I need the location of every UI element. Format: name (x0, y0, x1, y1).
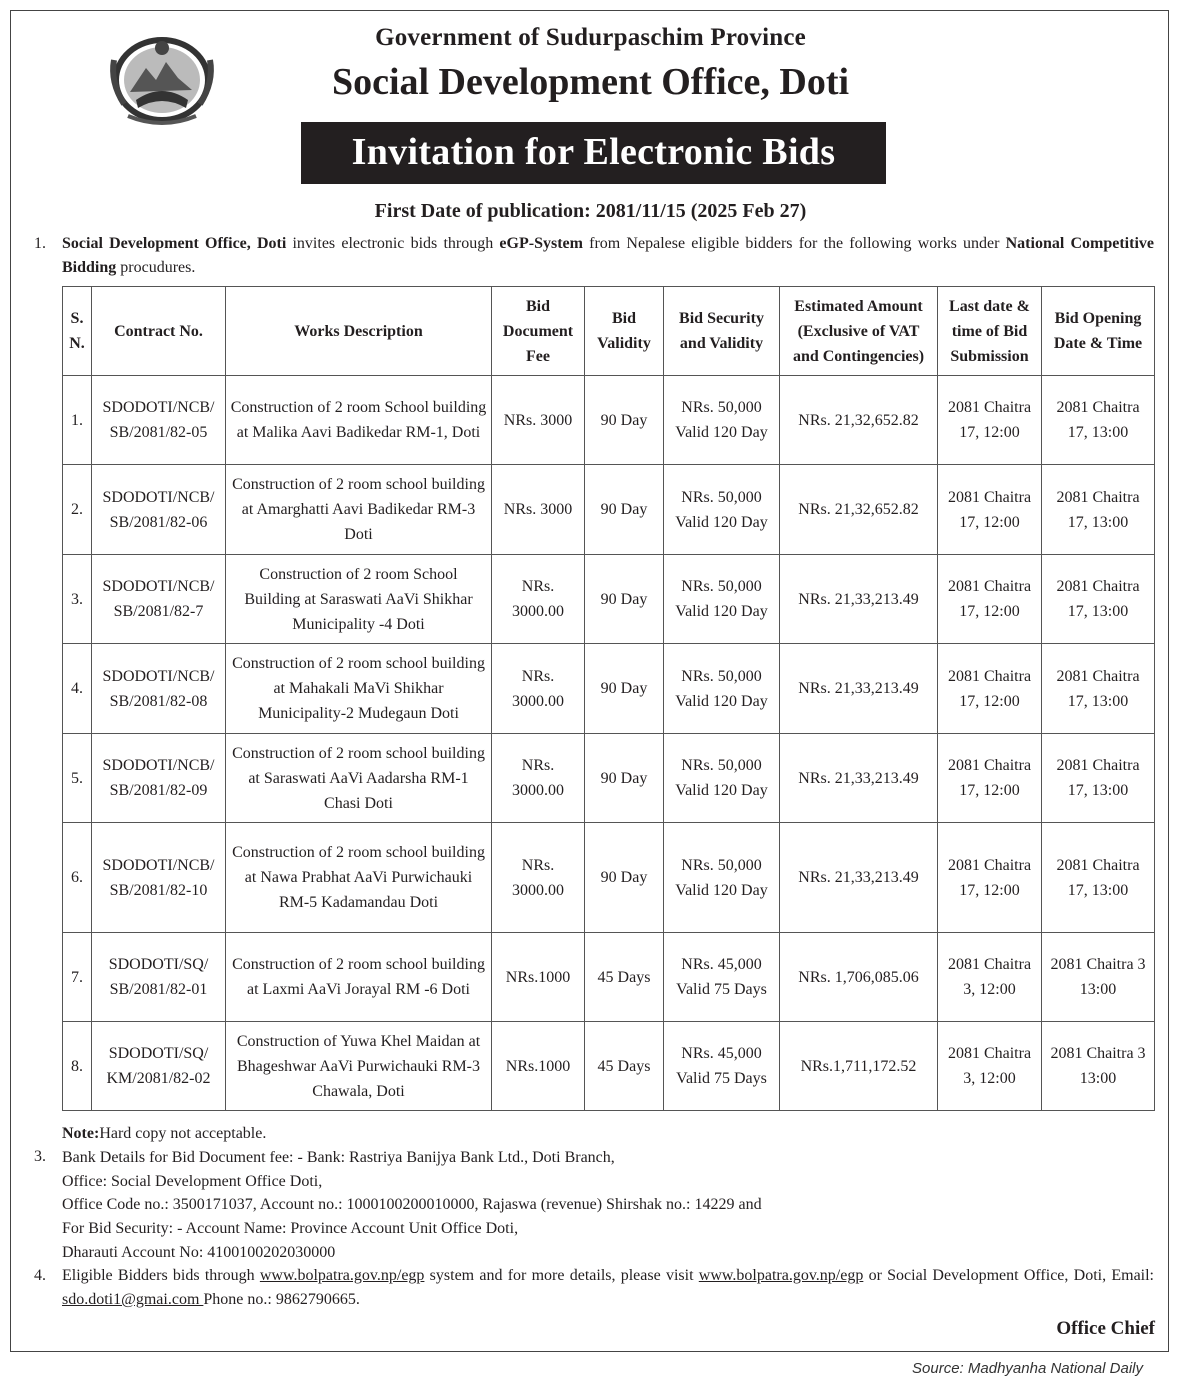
cell-bid-security: NRs. 45,000 Valid 75 Days (664, 1022, 780, 1111)
cell-estimated-amount: NRs. 21,33,213.49 (780, 644, 938, 734)
cell-works-description: Construction of 2 room school building at Amarghatti Aavi Badikedar RM-3 Doti (226, 465, 492, 555)
signature-office-chief: Office Chief (1056, 1318, 1155, 1339)
office-title: Social Development Office, Doti (331, 61, 850, 103)
cell-bid-document-fee: NRs. 3000 (492, 465, 585, 555)
cell-bid-opening: 2081 Chaitra 3 13:00 (1042, 933, 1155, 1022)
cell-estimated-amount: NRs. 21,33,213.49 (780, 823, 938, 933)
cell-bid-opening: 2081 Chaitra 17, 13:00 (1042, 823, 1155, 933)
para4-text-4: Phone no.: 9862790665. (203, 1291, 360, 1308)
cell-estimated-amount: NRs. 21,33,213.49 (780, 734, 938, 823)
cell-bid-validity: 90 Day (585, 734, 664, 823)
cell-contract-no: SDODOTI/NCB/ SB/2081/82-05 (92, 376, 226, 465)
cell-bid-security: NRs. 50,000 Valid 120 Day (664, 376, 780, 465)
table-row (63, 823, 1155, 933)
cell-sn: 4. (63, 644, 92, 734)
cell-submission-deadline: 2081 Chaitra 17, 12:00 (938, 823, 1042, 933)
header-bid-security: Bid Security and Validity (664, 287, 780, 376)
government-title: Government of Sudurpaschim Province (375, 24, 806, 51)
header-estimated-amount: Estimated Amount (Exclusive of VAT and Contingencies) (780, 287, 938, 376)
cell-bid-security: NRs. 50,000 Valid 120 Day (664, 734, 780, 823)
cell-sn: 5. (63, 734, 92, 823)
table-row (63, 644, 1155, 734)
cell-works-description: Construction of 2 room School building at Malika Aavi Badikedar RM-1, Doti (226, 376, 492, 465)
cell-sn: 8. (63, 1022, 92, 1111)
cell-contract-no: SDODOTI/SQ/ KM/2081/82-02 (92, 1022, 226, 1111)
para4-text-3: or Social Development Office, Doti, Email: (863, 1267, 1155, 1284)
bank-line-1: Bank Details for Bid Document fee: - Bank: Rastriya Banijya Bank Ltd., Doti Branch, (62, 1148, 615, 1166)
cell-estimated-amount: NRs. 21,32,652.82 (780, 376, 938, 465)
note (62, 1122, 762, 1146)
bank-line-3: Office Code no.: 3500171037, Account no.: 1000100200010000, Rajaswa (revenue) Shirshak no.: 14229 and (62, 1196, 762, 1214)
cell-submission-deadline: 2081 Chaitra 17, 12:00 (938, 465, 1042, 555)
cell-estimated-amount: NRs. 21,33,213.49 (780, 555, 938, 644)
bank-line-2: Office: Social Development Office Doti, (62, 1172, 323, 1190)
table-row (63, 376, 1155, 465)
header-contract-no: Contract No. (92, 287, 226, 376)
intro-text-3: procudures. (116, 259, 196, 276)
cell-bid-security: NRs. 50,000 Valid 120 Day (664, 555, 780, 644)
cell-bid-validity: 90 Day (585, 376, 664, 465)
cell-bid-opening: 2081 Chaitra 17, 13:00 (1042, 644, 1155, 734)
cell-submission-deadline: 2081 Chaitra 17, 12:00 (938, 644, 1042, 734)
cell-bid-document-fee: NRs. 3000.00 (492, 734, 585, 823)
cell-bid-document-fee: NRs. 3000.00 (492, 823, 585, 933)
cell-sn: 1. (63, 376, 92, 465)
cell-works-description: Construction of 2 room school building at Nawa Prabhat AaVi Purwichauki RM-5 Kadamandau Doti (226, 823, 492, 933)
cell-bid-opening: 2081 Chaitra 17, 13:00 (1042, 465, 1155, 555)
cell-bid-document-fee: NRs.1000 (492, 1022, 585, 1111)
cell-submission-deadline: 2081 Chaitra 3, 12:00 (938, 933, 1042, 1022)
table-row (63, 734, 1155, 823)
bank-line-4: For Bid Security: - Account Name: Province Account Unit Office Doti, (62, 1220, 519, 1238)
cell-contract-no: SDODOTI/NCB/ SB/2081/82-09 (92, 734, 226, 823)
cell-bid-opening: 2081 Chaitra 17, 13:00 (1042, 376, 1155, 465)
cell-estimated-amount: NRs. 1,706,085.06 (780, 933, 938, 1022)
cell-sn: 3. (63, 555, 92, 644)
cell-works-description: Construction of Yuwa Khel Maidan at Bhageshwar AaVi Purwichauki RM-3 Chawala, Doti (226, 1022, 492, 1111)
table-row (63, 933, 1155, 1022)
table-row (63, 555, 1155, 644)
intro-text-2: from Nepalese eligible bidders for the following works under (582, 235, 1006, 252)
cell-works-description: Construction of 2 room school building at Laxmi AaVi Jorayal RM -6 Doti (226, 933, 492, 1022)
cell-submission-deadline: 2081 Chaitra 17, 12:00 (938, 376, 1042, 465)
source-credit: Source: Madhyanha National Daily (912, 1360, 1143, 1377)
cell-bid-security: NRs. 50,000 Valid 120 Day (664, 465, 780, 555)
cell-bid-opening: 2081 Chaitra 3 13:00 (1042, 1022, 1155, 1111)
cell-sn: 2. (63, 465, 92, 555)
cell-sn: 6. (63, 823, 92, 933)
note-text: Hard copy not acceptable. (99, 1125, 267, 1142)
item-number-4: 4. (34, 1267, 46, 1284)
item-number-3: 3. (34, 1148, 46, 1165)
para4-text-1: Eligible Bidders bids through (62, 1267, 260, 1284)
bolpatra-link-1[interactable]: www.bolpatra.gov.np/egp (259, 1267, 425, 1284)
cell-bid-security: NRs. 50,000 Valid 120 Day (664, 644, 780, 734)
cell-bid-validity: 45 Days (585, 1022, 664, 1111)
cell-submission-deadline: 2081 Chaitra 17, 12:00 (938, 734, 1042, 823)
table-header-row (63, 287, 1155, 376)
cell-contract-no: SDODOTI/NCB/ SB/2081/82-7 (92, 555, 226, 644)
note-label: Note: (62, 1125, 100, 1142)
header-works-description: Works Description (226, 287, 492, 376)
intro-text-1: invites electronic bids through (286, 235, 500, 252)
note-and-bank-details (62, 1122, 762, 1265)
header-bid-opening: Bid Opening Date & Time (1042, 287, 1155, 376)
bids-table (62, 286, 1155, 1111)
publication-date: First Date of publication: 2081/11/15 (2025 Feb 27) (374, 200, 807, 222)
cell-bid-document-fee: NRs.1000 (492, 933, 585, 1022)
cell-contract-no: SDODOTI/NCB/ SB/2081/82-06 (92, 465, 226, 555)
item-number-1: 1. (34, 235, 46, 252)
table-row (63, 1022, 1155, 1111)
cell-bid-validity: 90 Day (585, 465, 664, 555)
bank-line-5: Dharauti Account No: 4100100202030000 (62, 1243, 336, 1261)
header-bid-validity: Bid Validity (585, 287, 664, 376)
header-sn: S. N. (63, 287, 92, 376)
cell-bid-opening: 2081 Chaitra 17, 13:00 (1042, 555, 1155, 644)
cell-bid-validity: 45 Days (585, 933, 664, 1022)
cell-bid-security: NRs. 45,000 Valid 75 Days (664, 933, 780, 1022)
cell-bid-document-fee: NRs. 3000.00 (492, 644, 585, 734)
cell-submission-deadline: 2081 Chaitra 17, 12:00 (938, 555, 1042, 644)
cell-bid-security: NRs. 50,000 Valid 120 Day (664, 823, 780, 933)
cell-contract-no: SDODOTI/NCB/ SB/2081/82-10 (92, 823, 226, 933)
cell-sn: 7. (63, 933, 92, 1022)
table-row (63, 465, 1155, 555)
email-link[interactable]: sdo.doti1@gmai.com (62, 1291, 204, 1308)
cell-bid-document-fee: NRs. 3000 (492, 376, 585, 465)
eligibility-paragraph (62, 1264, 1154, 1312)
cell-contract-no: SDODOTI/SQ/ SB/2081/82-01 (92, 933, 226, 1022)
cell-bid-validity: 90 Day (585, 644, 664, 734)
cell-works-description: Construction of 2 room school building at Mahakali MaVi Shikhar Municipality-2 Mudegaun Doti (226, 644, 492, 734)
cell-bid-validity: 90 Day (585, 823, 664, 933)
intro-paragraph (62, 232, 1154, 280)
cell-bid-validity: 90 Day (585, 555, 664, 644)
cell-estimated-amount: NRs. 21,32,652.82 (780, 465, 938, 555)
cell-bid-opening: 2081 Chaitra 17, 13:00 (1042, 734, 1155, 823)
intro-system: eGP-System (499, 235, 583, 252)
bolpatra-link-2[interactable]: www.bolpatra.gov.np/egp (698, 1267, 864, 1284)
cell-works-description: Construction of 2 room School Building at Saraswati AaVi Shikhar Municipality -4 Doti (226, 555, 492, 644)
cell-submission-deadline: 2081 Chaitra 3, 12:00 (938, 1022, 1042, 1111)
cell-contract-no: SDODOTI/NCB/ SB/2081/82-08 (92, 644, 226, 734)
notice-banner: Invitation for Electronic Bids (301, 122, 886, 184)
intro-office: Social Development Office, Doti (62, 235, 287, 252)
cell-bid-document-fee: NRs. 3000.00 (492, 555, 585, 644)
intro-ncb: National Competitive Bidding (62, 235, 1154, 276)
cell-works-description: Construction of 2 room school building at Saraswati AaVi Aadarsha RM-1 Chasi Doti (226, 734, 492, 823)
para4-text-2: system and for more details, please visit (424, 1267, 699, 1284)
cell-estimated-amount: NRs.1,711,172.52 (780, 1022, 938, 1111)
header-bid-document-fee: Bid Document Fee (492, 287, 585, 376)
header-submission-deadline: Last date & time of Bid Submission (938, 287, 1042, 376)
